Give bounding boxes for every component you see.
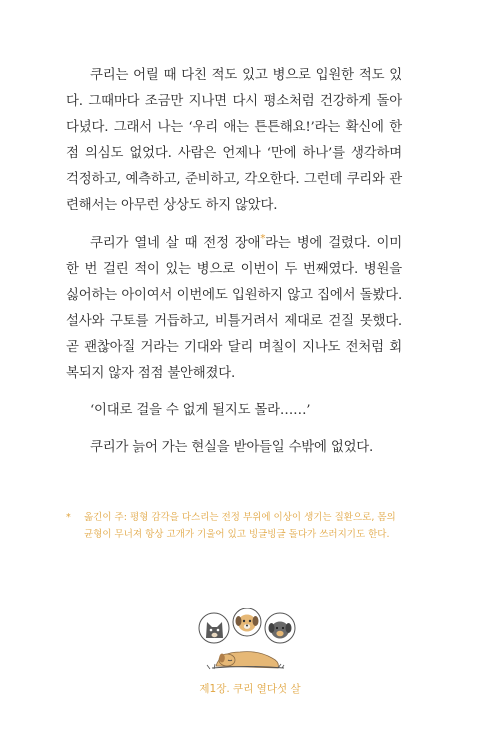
- paragraph-2-start: 쿠리가 열네 살 때 전정 장애: [90, 235, 261, 251]
- footnote-star: *: [66, 512, 71, 523]
- lying-dog-icon: [207, 652, 284, 669]
- chapter-label: 제1장. 쿠리 열다섯 살: [199, 683, 301, 695]
- footnote: [66, 509, 402, 543]
- footnote-text: 옮긴이 주: 평형 감각을 다스리는 전정 부위에 이상이 생기는 질환으로, 몸의 균형이 무너져 항상 고개가 기울어 있고 빙글빙글 돌다가 쓰러지기도 한다.: [84, 512, 396, 540]
- dog-illustration-icon: [192, 608, 302, 676]
- paragraph-2-end: 라는 병에 걸렸다. 이미 한 번 걸린 적이 있는 병으로 이번이 두 번째였다. 병원을 싫어하는 아이여서 이번에도 입원하지 않고 집에서 돌봤다. 설사와 구토를 거듭하고, 비틀거려서 제대로 걷질 못했다. 곧 괜찮아질 거라는 기대와 달리 며칠이 지나도 전처럼 회복되지 않자 점점 불안해졌다.: [66, 235, 403, 382]
- paragraph-4: 쿠리가 늙어 가는 현실을 받아들일 수밖에 없었다.: [90, 440, 374, 456]
- dog-right-icon: [269, 622, 292, 639]
- paragraph-2: [66, 231, 402, 388]
- footnote-marker: *: [260, 233, 266, 245]
- puppy-left-icon: [206, 622, 223, 638]
- paragraph-3: ‘이대로 걸을 수 없게 될지도 몰라……’: [90, 403, 311, 419]
- body-text: [66, 63, 402, 461]
- paragraph-1: 쿠리는 어릴 때 다친 적도 있고 병으로 입원한 적도 있다. 그때마다 조금만 지나면 다시 평소처럼 건강하게 돌아다녔다. 그래서 나는 ‘우리 애는 튼튼해요!’라는 확신에 한 점 의심도 없었다. 사람은 언제나 ‘만에 하나’를 생각하며 걱정하고, 예측하고, 준비하고, 각오한다. 그런데 쿠리와 관련해서는 아무런 상상도 하지 않았다.: [66, 68, 402, 214]
- dog-middle-icon: [236, 615, 259, 632]
